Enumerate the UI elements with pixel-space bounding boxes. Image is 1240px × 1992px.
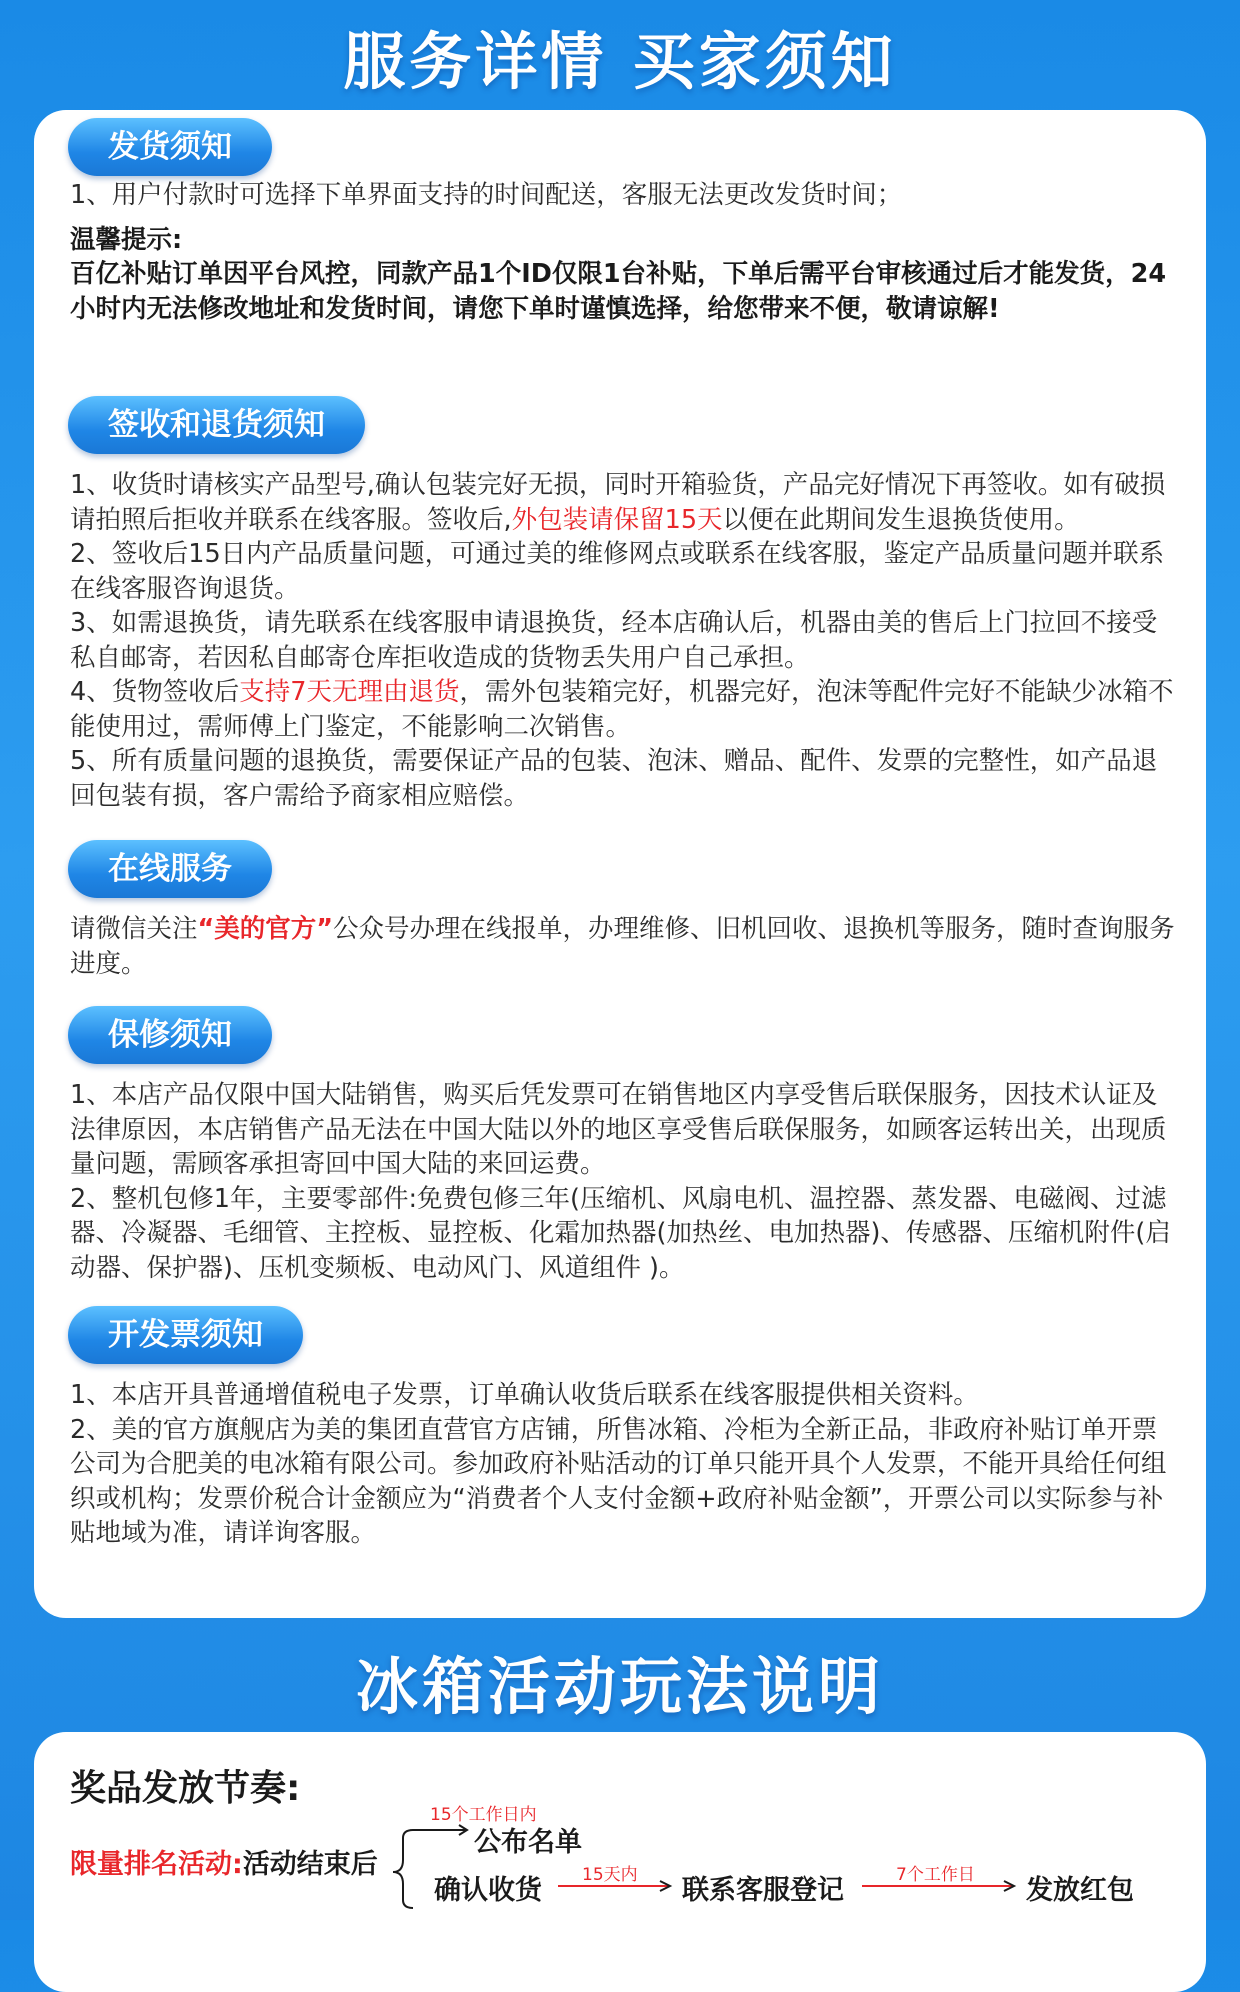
rank-label: 限量排名活动: (70, 1849, 243, 1880)
service-details-card (34, 110, 1206, 1618)
days15-label: 15天内 (582, 1865, 638, 1885)
shipping-tip-text: 百亿补贴订单因平台风控，同款产品1个ID仅限1台补贴，下单后需平台审核通过后才能发货，24小时内无法修改地址和发货时间，请您下单时谨慎选择，给您带来不便，敬请谅解! (70, 259, 1167, 324)
section-heading-shipping: 发货须知 (68, 118, 272, 176)
online-text-b: 公众号办理在线报单，办理维修、旧机回收、退换机等服务，随时查询服务进度。 (70, 914, 1175, 979)
online-text (70, 912, 1180, 981)
days7-work-label: 7个工作日 (896, 1865, 975, 1885)
arrow-icon (860, 1878, 1020, 1892)
days15-work-label: 15个工作日内 (430, 1805, 537, 1825)
invoice-item-2: 2、美的官方旗舰店为美的集团直营官方店铺，所售冰箱、冷柜为全新正品，非政府补贴订单开票公司为合肥美的电冰箱有限公司。参加政府补贴活动的订单只能开具个人发票，不能开具给任何组织或机构；发票价税合计金额应为“消费者个人支付金额+政府补贴金额”，开票公司以实际参与补贴地域为准，请详询客服。 (70, 1414, 1167, 1548)
invoice-content (70, 1378, 1180, 1551)
confirm-receipt-text: 确认收货 (434, 1875, 542, 1906)
activity-title: 冰箱活动玩法说明 (355, 1650, 884, 1723)
activity-card (34, 1732, 1206, 1992)
receipt-item-4-text-a: 4、货物签收后 (70, 677, 240, 707)
arrow-icon (556, 1878, 676, 1892)
shipping-tip-label: 温馨提示: (70, 224, 183, 255)
section-heading-invoice: 开发票须知 (68, 1306, 303, 1364)
receipt-item-2: 2、签收后15日内产品质量问题，可通过美的维修网点或联系在线客服，鉴定产品质量问题并联系在线客服咨询退货。 (70, 539, 1165, 604)
receipt-item-5: 5、所有质量问题的退换货，需要保证产品的包装、泡沫、赠品、配件、发票的完整性，如产品退回包装有损，客户需给予商家相应赔偿。 (70, 746, 1158, 811)
warranty-content (70, 1078, 1180, 1285)
receipt-item-4 (70, 675, 1180, 744)
page-title: 服务详情 买家须知 (343, 25, 897, 98)
shipping-content (70, 178, 1180, 326)
receipt-item-3: 3、如需退换货，请先联系在线客服申请退换货，经本店确认后，机器由美的售后上门拉回不接受私自邮寄，若因私自邮寄仓库拒收造成的货物丢失用户自己承担。 (70, 608, 1158, 673)
receipt-content (70, 468, 1180, 813)
shipping-item-1: 1、用户付款时可选择下单界面支持的时间配送，客服无法更改发货时间； (70, 180, 903, 210)
receipt-item-4-highlight: 支持7天无理由退货 (239, 677, 460, 707)
send-bonus-text: 发放红包 (1026, 1875, 1134, 1906)
section-heading-warranty: 保修须知 (68, 1006, 272, 1064)
receipt-item-4-text-b: ，需外包装箱完好，机器完好，泡沫等配件完好不能缺少冰箱不能使用过，需师傅上门鉴定，不能影响二次销售。 (70, 677, 1174, 742)
online-highlight: “美的官方” (197, 914, 334, 944)
contact-cs-text: 联系客服登记 (682, 1875, 844, 1906)
receipt-item-1-text-a: 1、收货时请核实产品型号,确认包装完好无损，同时开箱验货，产品完好情况下再签收。如有破损请拍照后拒收并联系在线客服。签收后, (70, 470, 1166, 535)
rhythm-label: 奖品发放节奏: (70, 1768, 301, 1809)
section-heading-online: 在线服务 (68, 840, 272, 898)
warranty-item-1: 1、本店产品仅限中国大陆销售，购买后凭发票可在销售地区内享受售后联保服务，因技术认证及法律原因，本店销售产品无法在中国大陆以外的地区享受售后联保服务，如顾客运转出关，出现质量问题，需顾客承担寄回中国大陆的来回运费。 (70, 1080, 1167, 1179)
receipt-item-1 (70, 468, 1180, 537)
online-text-a: 请微信关注 (70, 914, 198, 944)
invoice-item-1: 1、本店开具普通增值税电子发票，订单确认收货后联系在线客服提供相关资料。 (70, 1380, 979, 1410)
publish-list-text: 公布名单 (474, 1827, 582, 1858)
online-content (70, 912, 1180, 981)
rank-activity-row (70, 1842, 378, 1881)
receipt-item-1-highlight: 外包装请保留15天 (511, 504, 723, 535)
after-end-text: 活动结束后 (242, 1849, 378, 1880)
warranty-item-2: 2、整机包修1年，主要零部件:免费包修三年(压缩机、风扇电机、温控器、蒸发器、电磁阀、过滤器、冷凝器、毛细管、主控板、显控板、化霜加热器(加热丝、电加热器)、传感器、压缩机附件(启动器、保护器)、压机变频板、电动风门、风道组件 )。 (70, 1183, 1171, 1283)
section-heading-receipt: 签收和退货须知 (68, 396, 365, 454)
receipt-item-1-text-b: 以便在此期间发生退换货使用。 (722, 504, 1080, 535)
